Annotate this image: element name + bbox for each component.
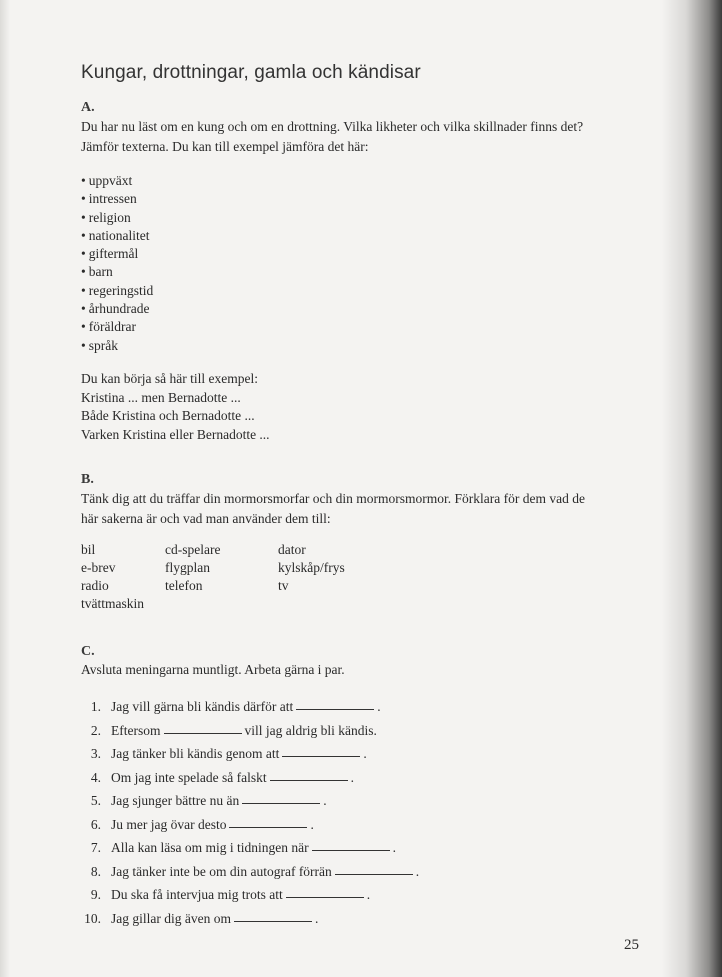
sentence-end: vill jag aldrig bli kändis. xyxy=(244,722,377,738)
section-a-intro-line: Jämför texterna. Du kan till exempel jämföra det här: xyxy=(81,139,369,154)
sentence-start: Du ska få intervjua mig trots att xyxy=(111,887,283,902)
item-number: 2. xyxy=(90,722,101,738)
sentence-completion-list xyxy=(81,695,419,930)
word-item: flygplan xyxy=(165,560,210,575)
word-item: tv xyxy=(278,578,289,593)
word-item xyxy=(278,595,398,613)
item-number: 9. xyxy=(90,887,101,902)
list-item: • giftermål xyxy=(81,245,153,263)
sentence-start: Eftersom xyxy=(111,722,161,738)
section-a-intro-line: Du har nu läst om en kung och om en drottning. Vilka likheter och vilka skillnader finns det? xyxy=(81,119,584,134)
section-a-heading: A. xyxy=(81,100,95,115)
page-title: Kungar, drottningar, gamla och kändisar xyxy=(81,62,421,83)
word-item: radio xyxy=(81,578,109,593)
list-item: • barn xyxy=(81,263,153,281)
list-item xyxy=(81,789,419,813)
example-line: Varken Kristina eller Bernadotte ... xyxy=(81,426,270,442)
fill-in-blank xyxy=(229,813,307,828)
page-edge-left xyxy=(0,0,10,977)
item-number: 3. xyxy=(90,746,101,761)
sentence-start: Om jag inte spelade så falskt xyxy=(111,769,267,785)
word-item: telefon xyxy=(165,578,203,593)
item-number: 5. xyxy=(90,793,101,808)
section-c-intro-line: Avsluta meningarna muntligt. Arbeta gärna i par. xyxy=(81,662,345,677)
sentence-end: . xyxy=(310,816,314,832)
sentence-end: . xyxy=(415,863,420,879)
sentence-end: . xyxy=(350,769,354,785)
example-line: Du kan börja så här till exempel: xyxy=(81,371,258,386)
fill-in-blank xyxy=(335,860,413,875)
sentence-start: Jag gillar dig även om xyxy=(111,910,231,926)
word-item: cd-spelare xyxy=(165,542,221,557)
fill-in-blank xyxy=(164,719,242,734)
list-item xyxy=(81,695,419,719)
page-number: 25 xyxy=(624,937,639,953)
word-grid xyxy=(81,541,401,613)
fill-in-blank xyxy=(312,836,390,851)
word-item: tvättmaskin xyxy=(81,596,144,611)
sentence-start: Ju mer jag övar desto xyxy=(111,816,227,832)
list-item xyxy=(81,813,419,837)
item-number: 10. xyxy=(84,910,101,926)
fill-in-blank xyxy=(286,883,364,898)
example-line: Både Kristina och Bernadotte ... xyxy=(81,408,255,423)
fill-in-blank xyxy=(282,742,360,757)
list-item xyxy=(81,719,419,743)
list-item xyxy=(81,836,419,860)
list-item xyxy=(81,883,419,907)
section-c-heading: C. xyxy=(81,644,95,659)
book-spine-shadow xyxy=(662,0,722,977)
word-item: dator xyxy=(278,542,306,557)
section-b-intro-line: Tänk dig att du träffar din mormorsmorfar och din mormorsmormor. Förklara för dem vad de xyxy=(81,491,585,506)
word-item: bil xyxy=(81,542,96,557)
sentence-end: . xyxy=(392,840,396,855)
sentence-start: Jag tänker inte be om din autograf förrän xyxy=(111,863,332,879)
item-number: 8. xyxy=(90,863,101,879)
list-item xyxy=(81,766,419,790)
list-item xyxy=(81,742,419,766)
item-number: 6. xyxy=(90,816,101,832)
sentence-start: Jag sjunger bättre nu än xyxy=(111,793,240,808)
sentence-start: Jag tänker bli kändis genom att xyxy=(111,746,280,761)
list-item: • intressen xyxy=(81,190,153,208)
fill-in-blank xyxy=(242,789,320,804)
item-number: 4. xyxy=(90,769,101,785)
list-item: • regeringstid xyxy=(81,282,153,300)
section-a-examples xyxy=(81,370,270,444)
list-item: • nationalitet xyxy=(81,227,153,245)
word-item xyxy=(165,595,278,613)
comparison-bullet-list xyxy=(81,172,153,355)
sentence-end: . xyxy=(366,887,371,902)
item-number: 7. xyxy=(90,840,101,855)
list-item: • språk xyxy=(81,337,153,355)
section-b-intro xyxy=(81,489,656,529)
list-item: • religion xyxy=(81,209,153,227)
list-item: • uppväxt xyxy=(81,172,153,190)
sentence-end: . xyxy=(363,746,367,761)
item-number: 1. xyxy=(90,699,101,714)
list-item xyxy=(81,907,419,931)
sentence-start: Jag vill gärna bli kändis därför att xyxy=(111,699,294,714)
fill-in-blank xyxy=(296,695,374,710)
fill-in-blank xyxy=(270,766,348,781)
list-item: • föräldrar xyxy=(81,318,153,336)
list-item xyxy=(81,860,419,884)
sentence-start: Alla kan läsa om mig i tidningen när xyxy=(111,840,309,855)
section-a-intro xyxy=(81,117,656,157)
example-line: Kristina ... men Bernadotte ... xyxy=(81,389,241,405)
list-item: • århundrade xyxy=(81,300,153,318)
section-b-heading: B. xyxy=(81,472,94,487)
section-c-intro xyxy=(81,660,656,680)
sentence-end: . xyxy=(377,699,381,714)
word-item: e-brev xyxy=(81,560,116,575)
sentence-end: . xyxy=(314,910,319,926)
fill-in-blank xyxy=(234,907,312,922)
section-b-intro-line: här sakerna är och vad man använder dem till: xyxy=(81,511,331,526)
sentence-end: . xyxy=(323,793,327,808)
word-item: kylskåp/frys xyxy=(278,560,345,575)
